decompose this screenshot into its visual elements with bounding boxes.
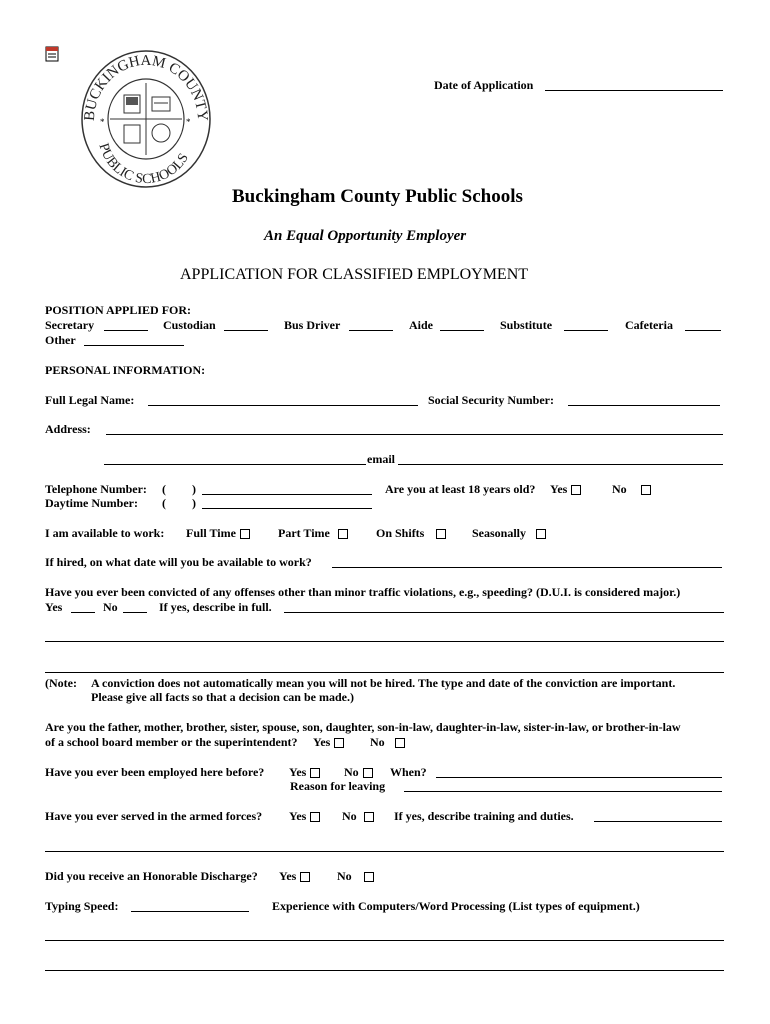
employed-yes-checkbox[interactable] <box>310 768 320 778</box>
age-yes-label: Yes <box>550 482 568 496</box>
employed-no-label: No <box>344 765 359 779</box>
substitute-label: Substitute <box>500 318 553 332</box>
employed-no-checkbox[interactable] <box>363 768 373 778</box>
cafeteria-field[interactable] <box>685 330 721 331</box>
secretary-label: Secretary <box>45 318 95 332</box>
relation-yes-checkbox[interactable] <box>334 738 344 748</box>
employed-yes-label: Yes <box>289 765 307 779</box>
on-shifts-checkbox[interactable] <box>436 529 446 539</box>
daytime-paren-close: ) <box>192 496 196 510</box>
conviction-no-field[interactable] <box>123 612 147 613</box>
armed-yes-label: Yes <box>289 809 307 823</box>
armed-forces-question: Have you ever served in the armed forces? <box>45 809 263 823</box>
telephone-paren-close: ) <box>192 482 196 496</box>
seasonally-label: Seasonally <box>472 526 527 540</box>
age-no-option[interactable] <box>612 482 651 497</box>
aide-label: Aide <box>409 318 433 332</box>
relation-question-line-1: Are you the father, mother, brother, sister, spouse, son, daughter, son-in-law, daughter-in-law, sister-in-law, or brother-in-law <box>45 720 681 734</box>
note-line-1: A conviction does not automatically mean you will not be hired. The type and date of the conviction are important. <box>91 676 676 690</box>
daytime-field[interactable] <box>202 508 372 509</box>
conviction-question: Have you ever been convicted of any offenses other than minor traffic violations, e.g., speeding? (D.U.I. is considered major.) <box>45 585 681 599</box>
discharge-no-option[interactable] <box>337 869 374 884</box>
seasonally-option[interactable] <box>472 526 546 541</box>
note-line-2: Please give all facts so that a decision can be made.) <box>91 690 354 704</box>
part-time-label: Part Time <box>278 526 330 540</box>
seasonally-checkbox[interactable] <box>536 529 546 539</box>
bus-driver-label: Bus Driver <box>284 318 341 332</box>
armed-describe-field-2[interactable] <box>45 851 724 852</box>
telephone-field[interactable] <box>202 494 372 495</box>
discharge-yes-label: Yes <box>279 869 297 883</box>
discharge-yes-option[interactable] <box>279 869 310 884</box>
availability-label: I am available to work: <box>45 526 165 540</box>
relation-no-label: No <box>370 735 385 749</box>
age-yes-option[interactable] <box>550 482 581 497</box>
address-label: Address: <box>45 422 91 436</box>
on-shifts-option[interactable] <box>376 526 446 541</box>
full-time-checkbox[interactable] <box>240 529 250 539</box>
svg-text:*: * <box>100 117 105 127</box>
part-time-checkbox[interactable] <box>338 529 348 539</box>
armed-describe-field-1[interactable] <box>594 821 722 822</box>
bus-driver-field[interactable] <box>349 330 393 331</box>
conviction-yes-field[interactable] <box>71 612 95 613</box>
on-shifts-label: On Shifts <box>376 526 425 540</box>
conviction-describe-field-3[interactable] <box>45 672 724 673</box>
employed-yes-option[interactable] <box>289 765 320 780</box>
relation-question-line-2: of a school board member or the superintendent? <box>45 735 298 749</box>
address-field-1[interactable] <box>106 434 723 435</box>
document-icon <box>45 46 59 62</box>
personal-heading: PERSONAL INFORMATION: <box>45 363 206 377</box>
ssn-label: Social Security Number: <box>428 393 554 407</box>
armed-describe-label: If yes, describe training and duties. <box>394 809 574 823</box>
other-field[interactable] <box>84 345 184 346</box>
age-no-label: No <box>612 482 627 496</box>
discharge-yes-checkbox[interactable] <box>300 872 310 882</box>
daytime-label: Daytime Number: <box>45 496 138 510</box>
discharge-no-label: No <box>337 869 352 883</box>
armed-no-label: No <box>342 809 357 823</box>
ssn-field[interactable] <box>568 405 720 406</box>
school-title: Buckingham County Public Schools <box>232 186 523 207</box>
relation-no-checkbox[interactable] <box>395 738 405 748</box>
computer-experience-field-2[interactable] <box>45 970 724 971</box>
full-name-label: Full Legal Name: <box>45 393 135 407</box>
armed-no-checkbox[interactable] <box>364 812 374 822</box>
daytime-paren-open: ( <box>162 496 166 510</box>
employed-when-label: When? <box>390 765 427 779</box>
full-time-option[interactable] <box>186 526 250 541</box>
subtitle: An Equal Opportunity Employer <box>264 228 467 244</box>
armed-yes-option[interactable] <box>289 809 320 824</box>
cafeteria-label: Cafeteria <box>625 318 673 332</box>
secretary-field[interactable] <box>104 330 148 331</box>
relation-yes-option[interactable] <box>313 735 344 750</box>
relation-yes-label: Yes <box>313 735 331 749</box>
telephone-label: Telephone Number: <box>45 482 147 496</box>
discharge-question: Did you receive an Honorable Discharge? <box>45 869 258 883</box>
age-question: Are you at least 18 years old? <box>385 482 536 496</box>
conviction-describe-field-2[interactable] <box>45 641 724 642</box>
armed-no-option[interactable] <box>342 809 374 824</box>
typing-speed-label: Typing Speed: <box>45 899 119 913</box>
available-date-question: If hired, on what date will you be available to work? <box>45 555 312 569</box>
conviction-yes-label: Yes <box>45 600 63 614</box>
conviction-describe-field-1[interactable] <box>284 612 724 613</box>
form-title: APPLICATION FOR CLASSIFIED EMPLOYMENT <box>180 266 529 283</box>
employed-when-field[interactable] <box>436 777 722 778</box>
full-time-label: Full Time <box>186 526 236 540</box>
custodian-field[interactable] <box>224 330 268 331</box>
full-name-field[interactable] <box>148 405 418 406</box>
aide-field[interactable] <box>440 330 484 331</box>
age-no-checkbox[interactable] <box>641 485 651 495</box>
email-field[interactable] <box>398 464 723 465</box>
computer-experience-field-1[interactable] <box>45 940 724 941</box>
telephone-paren-open: ( <box>162 482 166 496</box>
svg-text:BUCKINGHAM COUNTY: BUCKINGHAM COUNTY <box>81 52 211 122</box>
relation-no-option[interactable] <box>370 735 405 750</box>
svg-text:*: * <box>186 117 191 127</box>
email-label: email <box>367 452 395 466</box>
discharge-no-checkbox[interactable] <box>364 872 374 882</box>
part-time-option[interactable] <box>278 526 348 541</box>
available-date-field[interactable] <box>332 567 722 568</box>
conviction-no-label: No <box>103 600 118 614</box>
conviction-if-yes-label: If yes, describe in full. <box>159 600 272 614</box>
school-seal <box>80 49 212 189</box>
substitute-field[interactable] <box>564 330 608 331</box>
date-of-application-field[interactable] <box>545 90 723 91</box>
employed-no-option[interactable] <box>344 765 373 780</box>
position-heading: POSITION APPLIED FOR: <box>45 303 192 317</box>
reason-leaving-field[interactable] <box>404 791 722 792</box>
computer-experience-label: Experience with Computers/Word Processing (List types of equipment.) <box>272 899 640 913</box>
employed-question: Have you ever been employed here before? <box>45 765 265 779</box>
armed-yes-checkbox[interactable] <box>310 812 320 822</box>
svg-text:PUBLIC SCHOOLS: PUBLIC SCHOOLS <box>95 141 192 188</box>
typing-speed-field[interactable] <box>131 911 249 912</box>
other-label: Other <box>45 333 76 347</box>
note-label: (Note: <box>45 676 77 690</box>
date-of-application-label: Date of Application <box>434 78 534 92</box>
address-field-2[interactable] <box>104 464 366 465</box>
reason-leaving-label: Reason for leaving <box>290 779 386 793</box>
custodian-label: Custodian <box>163 318 216 332</box>
age-yes-checkbox[interactable] <box>571 485 581 495</box>
